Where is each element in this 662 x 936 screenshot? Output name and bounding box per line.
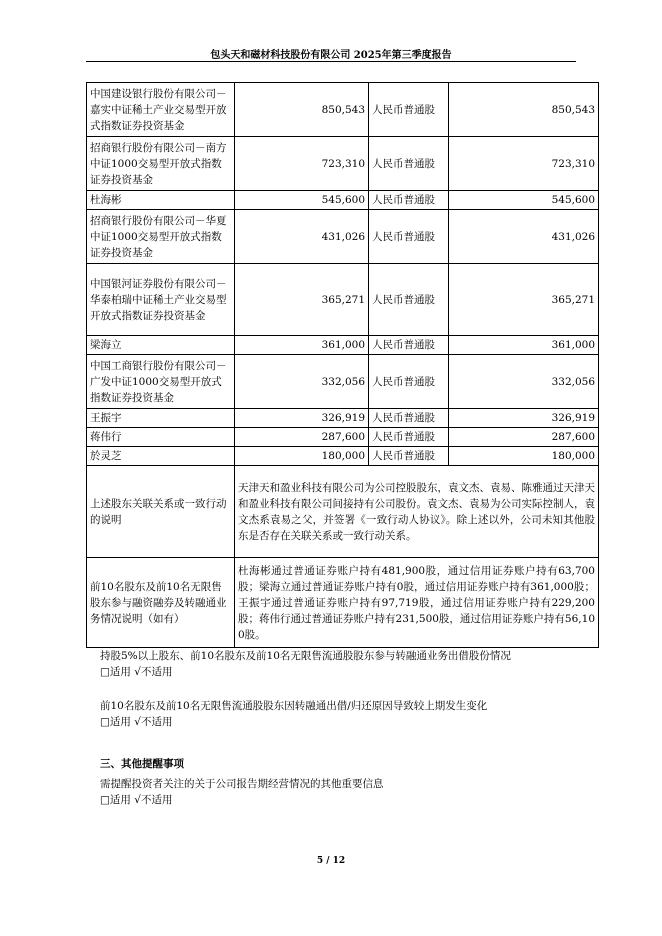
share-type: 人民币普通股: [369, 428, 449, 447]
report-header: 包头天和磁材科技股份有限公司 2025年第三季度报告: [210, 50, 452, 61]
share-count: 180,000: [449, 447, 599, 466]
share-count: 723,310: [449, 137, 599, 191]
holder-shares: 545,600: [235, 191, 369, 210]
table-row-margin: [87, 558, 599, 648]
holder-name: 中国银河证券股份有限公司－华泰柏瑞中证稀土产业交易型开放式指数证券投资基金: [87, 264, 235, 336]
lending-title: 持股5%以上股东、前10名股东及前10名无限售流通股股东参与转融通业务出借股份情况: [100, 650, 511, 662]
table-row: [87, 83, 599, 137]
holder-shares: 365,271: [235, 264, 369, 336]
table-row: [87, 355, 599, 409]
holder-name: 招商银行股份有限公司－南方中证1000交易型开放式指数证券投资基金: [87, 137, 235, 191]
page-number: 5 / 12: [316, 856, 346, 866]
table-row-relations: [87, 466, 599, 558]
share-type: 人民币普通股: [369, 137, 449, 191]
holder-shares: 180,000: [235, 447, 369, 466]
share-type: 人民币普通股: [369, 191, 449, 210]
holder-name: 中国建设银行股份有限公司－嘉实中证稀土产业交易型开放式指数证券投资基金: [87, 83, 235, 137]
share-type: 人民币普通股: [369, 447, 449, 466]
table-row: [87, 447, 599, 466]
holder-shares: 326,919: [235, 409, 369, 428]
table-row: [87, 210, 599, 264]
share-count: 431,026: [449, 210, 599, 264]
change-option: □适用 √不适用: [100, 716, 173, 728]
share-count: 332,056: [449, 355, 599, 409]
header-divider: [86, 61, 576, 62]
share-type: 人民币普通股: [369, 336, 449, 355]
share-count: 361,000: [449, 336, 599, 355]
holder-name: 招商银行股份有限公司－华夏中证1000交易型开放式指数证券投资基金: [87, 210, 235, 264]
share-count: 326,919: [449, 409, 599, 428]
table-row: [87, 336, 599, 355]
share-count: 287,600: [449, 428, 599, 447]
holder-shares: 850,543: [235, 83, 369, 137]
change-title: 前10名股东及前10名无限售流通股股东因转融通出借/归还原因导致较上期发生变化: [100, 700, 488, 712]
holder-name: 杜海彬: [87, 191, 235, 210]
margin-label: 前10名股东及前10名无限售股东参与融资融券及转融通业务情况说明（如有）: [87, 558, 235, 648]
share-type: 人民币普通股: [369, 355, 449, 409]
shareholders-table: [86, 82, 599, 648]
other-reminders-text: 需提醒投资者关注的关于公司报告期经营情况的其他重要信息: [100, 778, 384, 790]
holder-shares: 723,310: [235, 137, 369, 191]
relations-text: 天津天和盈业科技有限公司为公司控股股东，袁文杰、袁易、陈雅通过天津天和盈业科技有限公司间接持有公司股份。袁文杰、袁易为公司实际控制人，袁文杰系袁易之父，并签署《一致行动人协议》。除上述以外，公司未知其他股东是否存在关联关系或一致行动关系。: [235, 466, 599, 558]
holder-shares: 332,056: [235, 355, 369, 409]
holder-shares: 287,600: [235, 428, 369, 447]
other-reminders-option: □适用 √不适用: [100, 794, 173, 806]
holder-name: 梁海立: [87, 336, 235, 355]
share-type: 人民币普通股: [369, 210, 449, 264]
share-type: 人民币普通股: [369, 83, 449, 137]
table-row: [87, 409, 599, 428]
section-heading: 三、其他提醒事项: [100, 758, 184, 770]
change-section: [100, 698, 487, 730]
lending-option: □适用 √不适用: [100, 666, 173, 678]
holder-shares: 431,026: [235, 210, 369, 264]
margin-text: 杜海彬通过普通证券账户持有481,900股，通过信用证券账户持有63,700股；梁海立通过普通证券账户持有0股，通过信用证券账户持有361,000股；王振宇通过普通证券账户持有97,719股，通过信用证券账户持有229,200股；蒋伟行通过普通证券账户持有231,500股，通过信用证券账户持有56,100股。: [235, 558, 599, 648]
share-type: 人民币普通股: [369, 264, 449, 336]
share-count: 850,543: [449, 83, 599, 137]
other-reminders-section: [100, 756, 384, 808]
holder-name: 中国工商银行股份有限公司－广发中证1000交易型开放式指数证券投资基金: [87, 355, 235, 409]
relations-label: 上述股东关联关系或一致行动的说明: [87, 466, 235, 558]
table-row: [87, 137, 599, 191]
table-row: [87, 264, 599, 336]
table-row: [87, 428, 599, 447]
holder-name: 蒋伟行: [87, 428, 235, 447]
holder-name: 王振宇: [87, 409, 235, 428]
lending-section: [100, 648, 511, 680]
holder-name: 於灵芝: [87, 447, 235, 466]
share-count: 365,271: [449, 264, 599, 336]
table-row: [87, 191, 599, 210]
share-count: 545,600: [449, 191, 599, 210]
holder-shares: 361,000: [235, 336, 369, 355]
share-type: 人民币普通股: [369, 409, 449, 428]
